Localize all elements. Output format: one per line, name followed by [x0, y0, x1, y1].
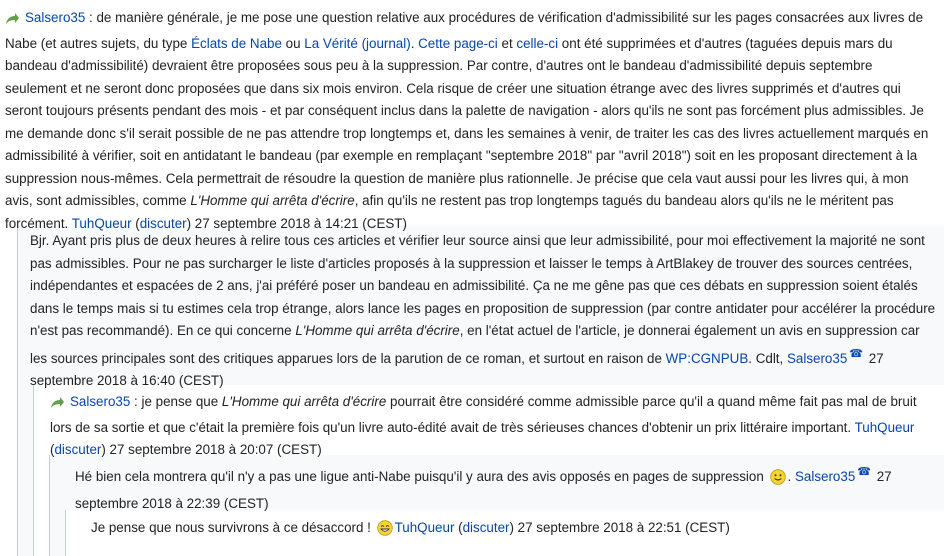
comment-5 [91, 517, 936, 544]
comment-text: : je pense que [130, 394, 222, 409]
user-link-salsero35[interactable]: Salsero35 [786, 350, 848, 366]
signature-timestamp: 27 septembre 2018 à 16:40 (CEST) [30, 350, 884, 388]
comment-text: ont été supprimées et d'autres (taguées depuis mars du bandeau d'admissibilité) devraient être proposées sous peu à la suppression. Par contre, d'autres ont le bandeau d'admissibilité depuis septembre seulement et ne seront donc proposées que dans six mois environ. Cela risque de créer une situation étrange avec des livres supprimés et d'autres qui seront toujours présents pendant des mois - et par conséquent inclus dans la palette de navigation - alors qu'ils ne sont pas forcément plus admissibles. Je me demande donc s'il serait possible de ne pas attendre trop longtemps et, dans les semaines à venir, de traiter les cas des livres actuellement marqués en admissibilité à vérifier, soit en antidatant le bandeau (par exemple en remplaçant "septembre 2018" par "avril 2018") soit en les proposant directement à la suppression nous-mêmes. Cela permettrait de résoudre la question de manière plus rationnelle. Je précise que cela vaut aussi pour les livres qui, à mon avis, sont admissibles, comme [5, 35, 929, 208]
talk-link-tuhqueur[interactable]: discuter [462, 520, 510, 535]
smiley-icon [770, 469, 786, 493]
comment-text: et [497, 35, 517, 51]
user-link-salsero35[interactable]: Salsero35 [794, 469, 856, 484]
user-link-tuhqueur[interactable]: TuhQueur [394, 520, 455, 535]
comment-text: Je pense que nous survivrons à ce désaccord ! [91, 520, 375, 535]
talk-link-tuhqueur[interactable]: discuter [54, 442, 102, 457]
policy-link-wp-cgnpub[interactable]: WP:CGNPUB [665, 350, 749, 366]
user-link-tuhqueur[interactable]: TuhQueur [854, 419, 915, 435]
comment-1 [5, 7, 935, 235]
signature-timestamp: ) 27 septembre 2018 à 22:51 (CEST) [509, 520, 730, 535]
comment-3 [50, 391, 936, 462]
book-title: L'Homme qui arrêta d'écrire [190, 193, 355, 208]
user-link-salsero35[interactable]: Salsero35 [25, 10, 86, 25]
comment-text: pourrait être considéré comme admissible parce qu'il a quand même fait pas mal de bruit lors de sa sortie et que c'était la première fois qu'un livre auto-édité avait de très sérieuses chances d'obtenir un prix littéraire important. [50, 394, 917, 435]
signature-text: ( [50, 442, 55, 457]
comment-2 [30, 230, 936, 393]
signature-timestamp: ) 27 septembre 2018 à 20:07 (CEST) [101, 442, 322, 457]
talk-link-tuhqueur[interactable]: discuter [139, 215, 187, 231]
telephone-icon[interactable]: ☎ [849, 347, 863, 360]
signature-text: ( [131, 215, 140, 231]
reply-arrow-icon [5, 10, 20, 33]
article-link-eclats-de-nabe[interactable]: Éclats de Nabe [191, 35, 282, 51]
comment-text: Hé bien cela montrera qu'il n'y a pas une ligue anti-Nabe puisqu'il y aura des avis opposés en pages de suppression [75, 469, 768, 484]
comment-4 [75, 461, 936, 515]
reply-arrow-icon [50, 394, 65, 417]
signature-text: ( [454, 520, 463, 535]
user-link-tuhqueur[interactable]: TuhQueur [71, 215, 132, 231]
link-cette-page-ci[interactable]: Cette page-ci [418, 35, 498, 51]
comment-text: ou [281, 35, 305, 51]
article-link-la-verite[interactable]: La Vérité (journal) [304, 35, 411, 51]
comment-text: . [410, 35, 419, 51]
link-celle-ci[interactable]: celle-ci [516, 35, 559, 51]
signature-timestamp: 27 septembre 2018 à 22:39 (CEST) [75, 469, 892, 511]
signature-timestamp: ) 27 septembre 2018 à 14:21 (CEST) [186, 215, 407, 231]
comment-text: . Cdlt, [748, 350, 787, 366]
grin-icon [377, 520, 393, 544]
comment-text: , afin qu'ils ne restent pas trop longtemps tagués du bandeau alors qu'ils ne le méritent pas forcément. [5, 193, 894, 231]
book-title: L'Homme qui arrêta d'écrire [295, 323, 460, 338]
telephone-icon[interactable]: ☎ [857, 466, 871, 478]
comment-text: , en l'état actuel de l'article, je donnerai également un avis en suppression car les sources principales sont des critiques apparues lors de la parution de ce roman, et surtout en raison de [30, 323, 920, 366]
book-title: L'Homme qui arrêta d'écrire [221, 394, 387, 409]
user-link-salsero35[interactable]: Salsero35 [70, 394, 131, 409]
comment-text: . [787, 469, 795, 484]
comment-text: Bjr. Ayant pris plus de deux heures à relire tous ces articles et vérifier leur source ainsi que leur admissibilité, pour moi effectivement la majorité ne sont pas admissibles. Pour ne pas surcharger le liste d'articles proposés à la suppression et laisser le temps à ArtBlakey de trouver des sources centrées, indépendantes et espacées de 2 ans, j'ai préféré poser un bandeau en admissibilité. Ça ne me gêne pas que ces débats en suppression soient étalés dans le temps mais si tu estimes cela trop étrange, alors lance les pages en proposition de suppression (par contre antidater pour accélérer la procédure n'est pas recommandé). En ce qui concerne [30, 233, 936, 338]
comment-text: : de manière générale, je me pose une question relative aux procédures de vérification d'admissibilité sur les pages consacrées aux livres de Nabe (et autres sujets, du type [5, 10, 924, 51]
